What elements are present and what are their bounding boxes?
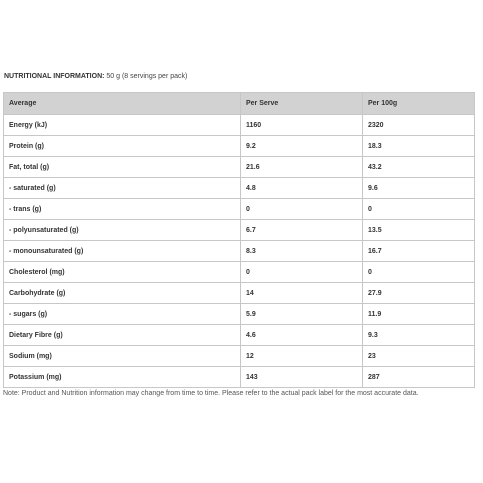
nutrient-name: - sugars (g) — [4, 304, 241, 325]
per-serve-value: 5.9 — [241, 304, 363, 325]
serving-info: 50 g (8 servings per pack) — [106, 73, 188, 80]
nutrition-table — [3, 92, 475, 388]
per-serve-value: 4.6 — [241, 325, 363, 346]
column-header-average: Average — [4, 93, 241, 115]
table-header-row — [4, 93, 475, 115]
per-100g-value: 0 — [363, 199, 475, 220]
nutrient-name: Carbohydrate (g) — [4, 283, 241, 304]
per-serve-value: 8.3 — [241, 241, 363, 262]
per-serve-value: 6.7 — [241, 220, 363, 241]
per-serve-value: 14 — [241, 283, 363, 304]
table-row — [4, 283, 475, 304]
column-header-per-100g: Per 100g — [363, 93, 475, 115]
table-row — [4, 325, 475, 346]
table-row — [4, 304, 475, 325]
nutrient-name: Fat, total (g) — [4, 157, 241, 178]
per-100g-value: 43.2 — [363, 157, 475, 178]
nutrient-name: Protein (g) — [4, 136, 241, 157]
per-serve-value: 21.6 — [241, 157, 363, 178]
per-100g-value: 11.9 — [363, 304, 475, 325]
per-100g-value: 9.3 — [363, 325, 475, 346]
table-row — [4, 220, 475, 241]
per-serve-value: 1160 — [241, 115, 363, 136]
per-100g-value: 287 — [363, 367, 475, 388]
per-100g-value: 2320 — [363, 115, 475, 136]
table-row — [4, 241, 475, 262]
per-100g-value: 0 — [363, 262, 475, 283]
per-serve-value: 0 — [241, 199, 363, 220]
table-row — [4, 262, 475, 283]
nutrient-name: - trans (g) — [4, 199, 241, 220]
nutrient-name: Energy (kJ) — [4, 115, 241, 136]
nutrient-name: Potassium (mg) — [4, 367, 241, 388]
table-row — [4, 115, 475, 136]
table-row — [4, 157, 475, 178]
per-serve-value: 4.8 — [241, 178, 363, 199]
table-row — [4, 367, 475, 388]
nutrient-name: - polyunsaturated (g) — [4, 220, 241, 241]
nutrient-name: - monounsaturated (g) — [4, 241, 241, 262]
nutrient-name: Sodium (mg) — [4, 346, 241, 367]
per-serve-value: 9.2 — [241, 136, 363, 157]
per-100g-value: 16.7 — [363, 241, 475, 262]
per-100g-value: 18.3 — [363, 136, 475, 157]
column-header-per-serve: Per Serve — [241, 93, 363, 115]
nutrient-name: Dietary Fibre (g) — [4, 325, 241, 346]
per-100g-value: 13.5 — [363, 220, 475, 241]
per-100g-value: 27.9 — [363, 283, 475, 304]
per-serve-value: 12 — [241, 346, 363, 367]
table-row — [4, 346, 475, 367]
table-row — [4, 178, 475, 199]
heading-label: NUTRITIONAL INFORMATION: — [4, 73, 105, 80]
per-100g-value: 23 — [363, 346, 475, 367]
nutrition-heading — [4, 72, 187, 82]
nutrient-name: - saturated (g) — [4, 178, 241, 199]
nutrient-name: Cholesterol (mg) — [4, 262, 241, 283]
per-serve-value: 0 — [241, 262, 363, 283]
per-100g-value: 9.6 — [363, 178, 475, 199]
disclaimer-note: Note: Product and Nutrition information may change from time to time. Please refer to the actual pack label for the most accurate data. — [3, 390, 419, 397]
per-serve-value: 143 — [241, 367, 363, 388]
table-row — [4, 199, 475, 220]
table-row — [4, 136, 475, 157]
